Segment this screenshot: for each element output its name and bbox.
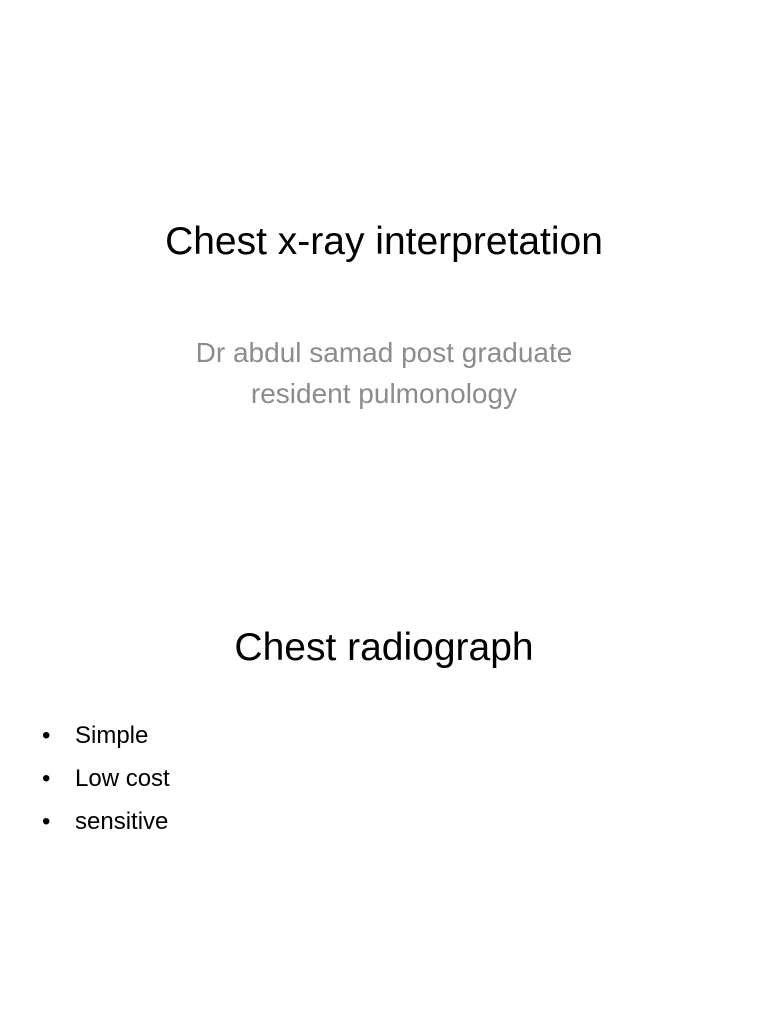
- list-item-text: Low cost: [75, 765, 170, 792]
- bullet-icon: •: [42, 722, 51, 749]
- list-item: [42, 757, 170, 800]
- subtitle-line: resident pulmonology: [250, 378, 518, 409]
- list-item-text: sensitive: [75, 808, 169, 835]
- content-slide: [0, 512, 768, 1024]
- slide-title: Chest radiograph: [234, 626, 534, 669]
- list-item: [42, 714, 170, 757]
- bullet-icon: •: [42, 808, 51, 835]
- bullet-list: [42, 714, 170, 843]
- slide-title: Chest x-ray interpretation: [165, 220, 603, 263]
- slide-subtitle: [0, 332, 768, 414]
- subtitle-line: Dr abdul samad post graduate: [195, 337, 573, 368]
- list-item-text: Simple: [75, 722, 149, 749]
- list-item: [42, 800, 170, 843]
- bullet-icon: •: [42, 765, 51, 792]
